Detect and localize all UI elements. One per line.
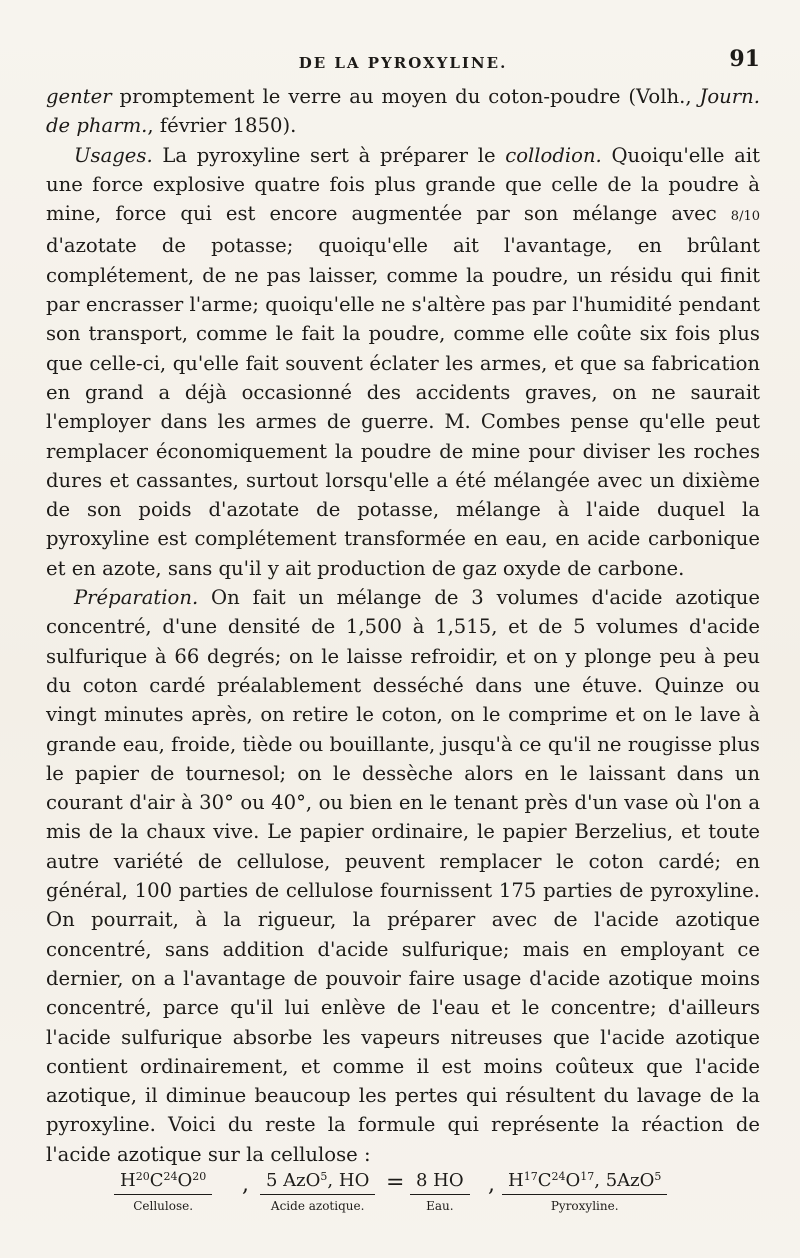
chemical-formula	[60, 1170, 760, 1230]
formula-term-pyroxyline: $H^{17}C^{24}O^{17}$, 5AzO$^5$ Pyroxyline.	[502, 1170, 667, 1213]
formula-term-acide-azotique: 5 AzO$^5$, HO Acide azotique.	[260, 1170, 375, 1213]
formula-label: Cellulose.	[133, 1199, 194, 1213]
body-text	[46, 82, 760, 1169]
fraction: 8/10	[730, 209, 760, 225]
continued-word: genter	[46, 85, 112, 108]
paragraph-text: Quoiqu'elle ait une force explosive quatre fois plus grande que celle de la poudre à mine, force qui est encore augmentée par son mélange avec	[46, 143, 760, 226]
citation-date: , février 1850).	[147, 114, 297, 138]
formula-term-cellulose: $H^{20}C^{24}O^{20}$ Cellulose.	[114, 1170, 212, 1213]
section-heading-usages: Usages.	[74, 143, 153, 167]
formula-term-eau: 8 HO Eau.	[410, 1170, 470, 1213]
formula-label: Pyroxyline.	[550, 1199, 619, 1213]
paragraph-text: On fait un mélange de 3 volumes d'acide azotique concentré, d'une densité de 1,500 à 1,515, et de 5 volumes d'acide sulfurique à 66 degrés; on le laisse refroidir, et on y plonge peu à peu du coton cardé préalablement desséché dans une étuve. Quinze ou vingt minutes après, on retire le coton, on le comprime et on le lave à grande eau, froide, tiède ou bouillante, jusqu'à ce qu'il ne rougisse plus le papier de tournesol; on le dessèche alors en le laissant dans un courant d'air à 30° ou 40°, ou bien en le tenant près d'un vase où l'on a mis de la chaux vive. Le papier ordinaire, le papier Berzelius, et toute autre variété de cellulose, peuvent remplacer le coton cardé; en général, 100 parties de cellulose fournissent 175 parties de pyroxyline. On pourrait, à la rigueur, la préparer avec de l'acide azotique concentré, sans addition d'acide sulfurique; mais en employant ce dernier, on a l'avantage de pouvoir faire usage d'acide azotique moins concentré, parce qu'il lui enlève de l'eau et le concentre; d'ailleurs l'acide sulfurique absorbe les vapeurs nitreuses que l'acide azotique contient ordinairement, et comme il est moins coûteux que l'acide azotique, il diminue beaucoup les pertes qui résultent du lavage de la pyroxyline. Voici du reste la formule qui représente la réaction de l'acide azotique sur la cellulose :	[46, 586, 760, 1166]
collodion-term: collodion.	[505, 143, 602, 167]
section-heading-preparation: Préparation.	[74, 586, 199, 610]
formula-comma: ,	[242, 1172, 249, 1197]
journal-citation: Journ. de pharm.	[46, 85, 760, 138]
paragraph-text: promptement le verre au moyen du coton-poudre (Volh.,	[111, 85, 700, 108]
formula-equals: =	[386, 1170, 405, 1195]
formula-label: Acide azotique.	[270, 1199, 365, 1213]
running-head	[46, 46, 760, 76]
page-number: 91	[729, 46, 760, 72]
paragraph-preparation	[46, 583, 760, 1169]
formula-label: Eau.	[426, 1199, 454, 1213]
paragraph-text: La pyroxyline sert à préparer le	[152, 143, 506, 167]
paragraph-text: d'azotate de potasse; quoiqu'elle ait l'avantage, en brûlant complétement, de ne pas laisser, comme la poudre, un résidu qui finit par encrasser l'arme; quoiqu'elle ne s'altère pas par l'humidité pendant son transport, comme le fait la poudre, comme elle coûte six fois plus que celle-ci, qu'elle fait souvent éclater les armes, et que sa fabrication en grand a déjà occasionné des accidents graves, on ne saurait l'employer dans les armes de guerre. M. Combes pense qu'elle peut remplacer économiquement la poudre de mine pour diviser les roches dures et cassantes, surtout lorsqu'elle a été mélangée avec un dixième de son poids d'azotate de potasse, mélange à l'aide duquel la pyroxyline est complétement transformée en eau, en acide carbonique et en azote, sans qu'il y ait production de gaz oxyde de carbone.	[46, 234, 760, 580]
running-title: DE LA PYROXYLINE.	[298, 54, 508, 72]
formula-comma: ,	[488, 1172, 495, 1197]
paragraph-continued	[46, 82, 760, 141]
paragraph-usages	[46, 141, 760, 583]
